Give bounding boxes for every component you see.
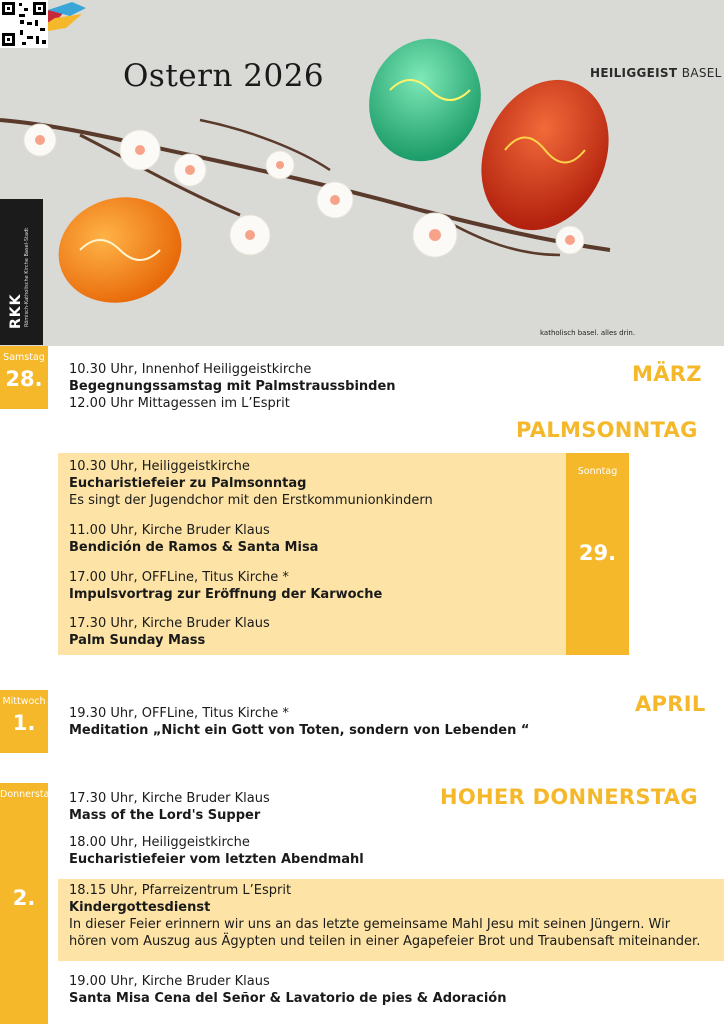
event-sun-bendicion	[69, 522, 318, 556]
event-thu-santa-misa	[69, 973, 506, 1007]
day-name: Samstag	[3, 352, 45, 363]
red-egg	[458, 59, 633, 251]
event-title: Eucharistiefeier vom letzten Abendmahl	[69, 852, 364, 867]
event-time: 17.30 Uhr, Kirche Bruder Klaus	[69, 616, 270, 631]
event-thu-kindergottesdienst	[69, 882, 700, 950]
event-sat-palmstrauss	[69, 361, 396, 412]
rkk-badge	[0, 199, 43, 345]
event-time: 18.00 Uhr, Heiliggeistkirche	[69, 835, 250, 850]
event-time: 19.30 Uhr, OFFLine, Titus Kirche *	[69, 706, 289, 721]
day-number: 2.	[12, 886, 36, 910]
event-title: Mass of the Lord's Supper	[69, 808, 261, 823]
event-title: Meditation „Nicht ein Gott von Toten, sondern von Lebenden “	[69, 723, 530, 738]
event-title: Eucharistiefeier zu Palmsonntag	[69, 476, 307, 491]
day-badge-thursday	[0, 783, 56, 1024]
event-title: Santa Misa Cena del Señor & Lavatorio de pies & Adoración	[69, 991, 507, 1006]
event-time: 18.15 Uhr, Pfarreizentrum L’Esprit	[69, 883, 292, 898]
green-egg	[352, 23, 498, 177]
event-wed-meditation	[69, 705, 529, 739]
day-name: Donnerstag	[0, 789, 56, 800]
event-time: 11.00 Uhr, Kirche Bruder Klaus	[69, 523, 270, 538]
event-title: Begegnungssamstag mit Palmstraussbinden	[69, 379, 396, 394]
day-number: 28.	[5, 367, 43, 391]
event-title: Palm Sunday Mass	[69, 633, 206, 648]
event-sun-impulsvortrag	[69, 569, 382, 603]
day-number: 29.	[578, 541, 617, 565]
event-time: 10.30 Uhr, Innenhof Heiliggeistkirche	[69, 362, 312, 377]
qr-code-icon	[0, 0, 48, 48]
day-name: Mittwoch	[2, 696, 46, 707]
event-thu-abendmahl	[69, 834, 364, 868]
month-heading-maerz: MÄRZ	[632, 362, 702, 386]
hero-image	[0, 0, 724, 346]
day-badge-wednesday	[0, 690, 48, 753]
tagline: katholisch basel. alles drin.	[540, 329, 636, 337]
heading-hoher-donnerstag: HOHER DONNERSTAG	[440, 785, 698, 809]
logo-wordmark: HEILIGGEIST BASEL	[590, 66, 722, 80]
day-badge-sunday	[566, 453, 629, 655]
event-time: 17.00 Uhr, OFFLine, Titus Kirche *	[69, 570, 289, 585]
event-sun-eucharistie	[69, 458, 433, 509]
event-title: Kindergottesdienst	[69, 900, 211, 915]
event-sun-palm-mass	[69, 615, 270, 649]
event-extra: 12.00 Uhr Mittagessen im L’Esprit	[69, 396, 290, 411]
event-title: Bendición de Ramos & Santa Misa	[69, 540, 319, 555]
rkk-logo: RKK	[8, 293, 24, 329]
page-title: Ostern 2026	[123, 58, 325, 94]
month-heading-april: APRIL	[635, 692, 706, 716]
event-time: 17.30 Uhr, Kirche Bruder Klaus	[69, 791, 270, 806]
rkk-caption: Römisch-Katholische Kirche Basel-Stadt	[24, 227, 30, 327]
event-thu-lords-supper	[69, 790, 270, 824]
heading-palmsonntag: PALMSONNTAG	[516, 418, 698, 442]
event-time: 10.30 Uhr, Heiliggeistkirche	[69, 459, 250, 474]
event-title: Impulsvortrag zur Eröffnung der Karwoche	[69, 587, 383, 602]
event-description: hören vom Auszug aus Ägypten und teilen in einer Agapefeier Brot und Traubensaft miteinander.	[69, 934, 701, 949]
day-number: 1.	[12, 711, 36, 735]
day-badge-saturday	[0, 346, 48, 409]
event-description: In dieser Feier erinnern wir uns an das letzte gemeinsame Mahl Jesu mit seinen Jüngern. Wir	[69, 917, 671, 932]
day-name: Sonntag	[577, 466, 618, 477]
event-time: 19.00 Uhr, Kirche Bruder Klaus	[69, 974, 270, 989]
easter-eggs-illustration	[0, 0, 724, 346]
event-extra: Es singt der Jugendchor mit den Erstkommunionkindern	[69, 493, 433, 508]
